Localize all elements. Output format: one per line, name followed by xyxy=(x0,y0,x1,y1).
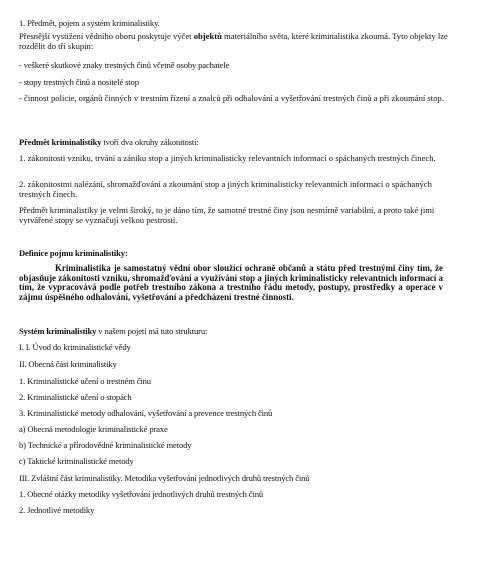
structure-line: 3. Kriminalistické metody odhalování, vyšetřování a prevence trestných činů xyxy=(19,408,273,418)
intro-bold-word: objektů xyxy=(193,31,222,41)
intro-text: Přesnější vystižení vědního oboru poskytuje výčet xyxy=(19,31,194,41)
paragraph: 2. zákonitostmi nalézání, shromažďování a zkoumání stop a jiných kriminalisticky relevantních informací o spáchaných trestných činech. xyxy=(19,179,432,199)
structure-line: I. I. Úvod do kriminalistické vědy xyxy=(19,342,131,352)
structure-line: a) Obecná metodologie kriminalistické praxe xyxy=(19,424,168,434)
structure-line: b) Technické a přírodovědné kriminalistické metody xyxy=(19,440,192,450)
structure-line: 1. Kriminalistické učení o trestném činu xyxy=(19,376,151,386)
system-heading xyxy=(19,326,207,336)
section-heading: 1. Předmět, pojem a systém kriminalistiky. xyxy=(19,18,160,28)
structure-line: 2. Kriminalistické učení o stopách xyxy=(19,392,132,402)
definition-heading: Definice pojmu kriminalistiky: xyxy=(19,248,128,258)
system-heading-bold: Systém kriminalistiky xyxy=(19,326,97,336)
subject-heading-bold: Předmět kriminalistiky xyxy=(19,137,102,147)
list-item: - veškeré skutkové znaky trestných činů včetně osoby pachatele xyxy=(19,60,230,70)
structure-line: 2. Jednotlivé metodiky xyxy=(19,505,95,515)
list-item: - činnost policie, orgánů činných v trestním řízení a znalců při odhalování a vyšetřování trestných činů a při zkoumání stop. xyxy=(19,93,444,103)
structure-line: 1. Obecné otázky metodiky vyšetřování jednotlivých druhů trestných činů xyxy=(19,489,263,499)
intro-paragraph xyxy=(19,31,451,51)
subject-heading xyxy=(19,137,199,147)
structure-line: III. Zvláštní část kriminalistiky. Metodika vyšetřování jednotlivých druhů trestných činů xyxy=(19,473,310,483)
paragraph: 1. zákonitosti vzniku, trvání a zániku stop a jiných kriminalisticky relevantních informací o spáchaných trestných činech. xyxy=(19,153,436,163)
intro-text-rest: materiálního světa, které kriminalistika zkoumá. Tyto objekty lze rozdělit do tří skupin: xyxy=(19,31,448,51)
subject-heading-rest: tvoří dva okruhy zákonitostí: xyxy=(101,137,199,147)
structure-line: II. Obecná část kriminalistiky xyxy=(19,359,117,369)
list-item: - stopy trestných činů a nositelé stop xyxy=(19,77,139,87)
system-heading-rest: v našem pojetí má tuto strukturu: xyxy=(96,326,208,336)
definition-paragraph: Kriminalistika je samostatný vědní obor sloužící ochraně občanů a státu před trestnými činy tím, že objasňuje zákonitosti vzniku, shromažďování a využívání stop a jiných kriminalisticky relevantních informací a tím, že vypracovává podle potřeb trestního zákona a trestního řádu metody, postupy, prostředky a operace v zájmu úspěšného odhalování, vyšetřování a předcházení trestné činnosti. xyxy=(19,263,443,302)
structure-line: c) Taktické kriminalistické metody xyxy=(19,456,134,466)
paragraph: Předmět kriminalistiky je velmi široký, to je dáno tím, že samotné trestné činy jsou nesmírně variabilní, a proto také jimi vytvářené stopy se vyznačují velkou pestrostí. xyxy=(19,205,435,225)
